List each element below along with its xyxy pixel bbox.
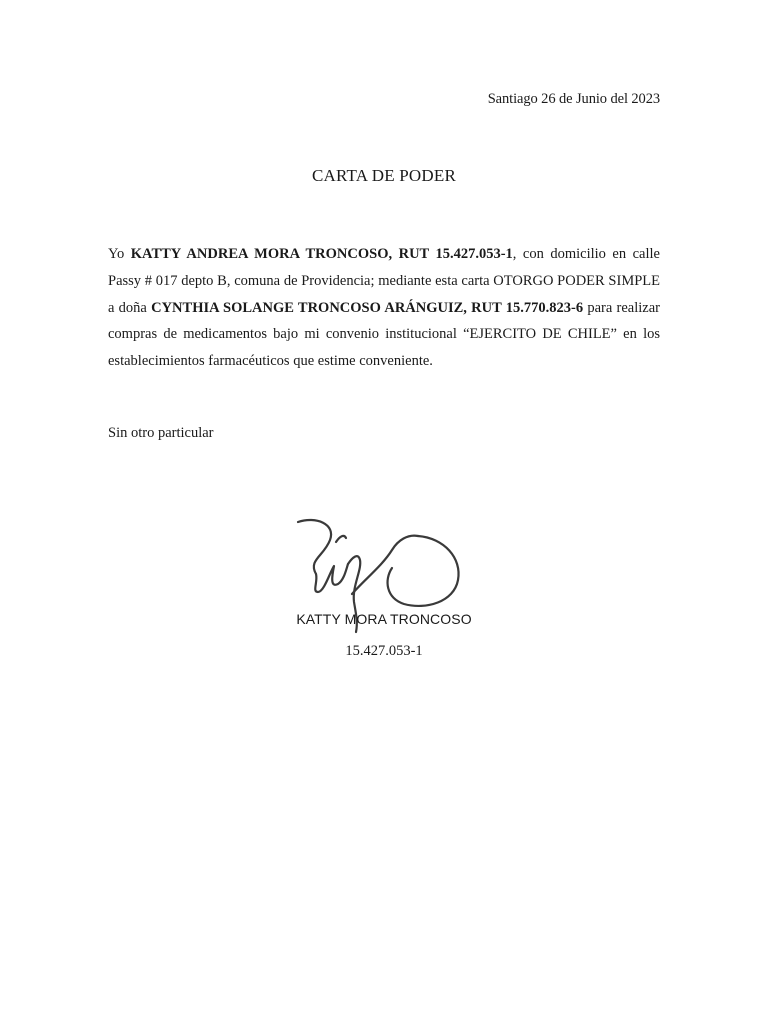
body-intro: Yo — [108, 246, 131, 262]
date-line: Santiago 26 de Junio del 2023 — [487, 91, 660, 107]
body-middle: , con domicilio en calle Passy # 017 depto B, comuna de Providencia; mediante esta carta OTORGO PODER SIMPLE a doña — [108, 246, 660, 316]
letter-body — [108, 241, 660, 375]
grantee-name: CYNTHIA SOLANGE TRONCOSO ARÁNGUIZ, RUT 15.770.823-6 — [151, 299, 584, 316]
closing-line: Sin otro particular — [108, 425, 214, 441]
signatory-rut: 15.427.053-1 — [345, 643, 423, 659]
grantor-name: KATTY ANDREA MORA TRONCOSO, RUT 15.427.053-1 — [130, 246, 513, 262]
signatory-name: KATTY MORA TRONCOSO — [296, 611, 472, 627]
document-title: CARTA DE PODER — [312, 166, 456, 185]
body-end: para realizar compras de medicamentos bajo mi convenio institucional “EJERCITO DE CHILE” en los establecimientos farmacéuticos que estime conveniente. — [108, 299, 660, 370]
